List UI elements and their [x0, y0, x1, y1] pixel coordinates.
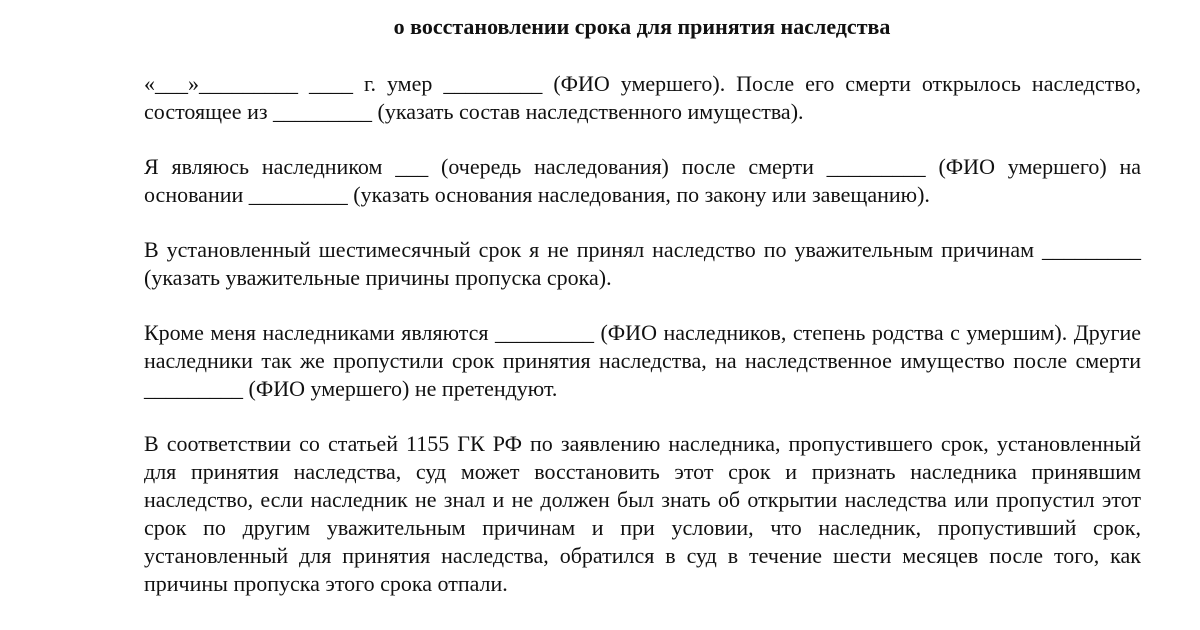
document-title: о восстановлении срока для принятия наследства: [393, 14, 891, 39]
cut-off-text-fragment: [724, 625, 802, 630]
paragraph-other-heirs: Кроме меня наследниками являются _________ (ФИО наследников, степень родства с умершим). Другие наследники так же пропустили срок принятия наследства, на наследственное имущество после смерти _________ (ФИО умершего) не претендуют.: [144, 320, 1141, 401]
document-body: [144, 70, 1141, 598]
paragraph-legal-basis: В соответствии со статьей 1155 ГК РФ по заявлению наследника, пропустившего срок, установленный для принятия наследства, суд может восстановить этот срок и признать наследника принявшим наследство, если наследник не знал и не должен был знать об открытии наследства или пропустил этот срок по другим уважительным причинам и при условии, что наследник, пропустивший срок, установленный для принятия наследства, обратился в суд в течение шести месяцев после того, как причины пропуска этого срока отпали.: [144, 431, 1141, 596]
paragraph-heir-status: Я являюсь наследником ___ (очередь наследования) после смерти _________ (ФИО умершего) на основании _________ (указать основания наследования, по закону или завещанию).: [144, 154, 1141, 207]
paragraph-missed-deadline: В установленный шестимесячный срок я не принял наследство по уважительным причинам _________ (указать уважительные причины пропуска срока).: [144, 237, 1141, 290]
paragraph-death-and-estate: «___»_________ ____ г. умер _________ (ФИО умершего). После его смерти открылось наследство, состоящее из _________ (указать состав наследственного имущества).: [144, 71, 1141, 124]
